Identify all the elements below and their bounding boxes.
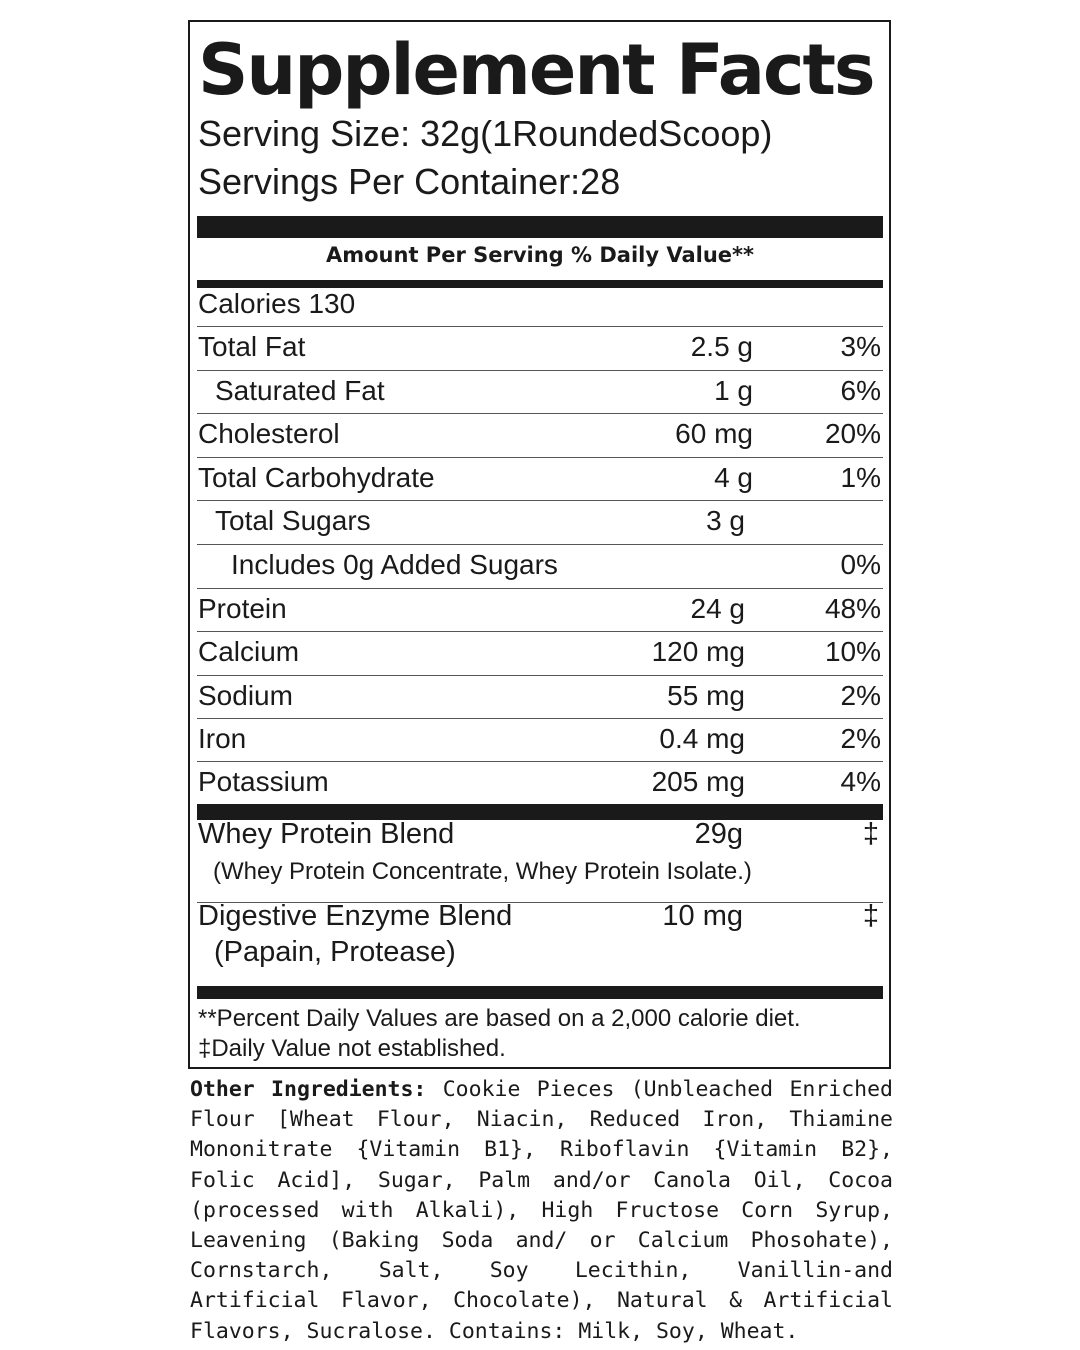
blend-name: Digestive Enzyme Blend [198,900,513,932]
thick-divider [197,986,883,999]
other-ingredients-label: Other Ingredients: [190,1077,427,1102]
nutrient-name: Total Carbohydrate [198,462,435,493]
blend-amount: 10 mg [662,900,743,932]
nutrient-row [197,458,883,501]
daily-value-footnote: **Percent Daily Values are based on a 2,000 calorie diet. [198,1005,801,1032]
blend-name: Whey Protein Blend [198,818,455,850]
nutrient-row [197,589,883,632]
other-ingredients-text: Cookie Pieces (Unbleached Enriched Flour [Wheat Flour, Niacin, Reduced Iron, Thiamine Mononitrate {Vitamin B1}, Riboflavin {Vitamin B2}, Folic Acid], Sugar, Palm and/or Canola Oil, Cocoa (processed with Alkali), High Fructose Corn Syrup, Leavening (Baking Soda and/ or Calcium Phosohate), Cornstarch, Salt, Soy Lecithin, Vanillin-and Artificial Flavor, Chocolate), Natural & Artificial Flavors, Sucralose. Contains: Milk, Soy, Wheat. [190,1077,893,1344]
nutrient-row [197,719,883,762]
nutrient-name: Sodium [198,680,293,711]
daily-value-dagger: ‡ [862,900,879,932]
nutrient-name: Saturated Fat [215,375,385,406]
nutrient-amount: 120 mg [651,636,745,667]
nutrient-amount: 205 mg [651,766,745,797]
serving-size: Serving Size: 32g(1RoundedScoop) [198,113,773,154]
panel-title: Supplement Facts [198,29,874,111]
nutrient-row [197,632,883,675]
calories-row [197,284,883,327]
nutrient-amount: 0.4 mg [659,723,745,754]
thick-divider [197,216,883,238]
nutrient-row [197,676,883,719]
blend-detail: (Whey Protein Concentrate, Whey Protein Isolate.) [213,858,752,885]
nutrient-daily-value: 3% [840,331,881,362]
nutrient-amount: 24 g [690,593,745,624]
nutrient-amount: 60 mg [675,418,753,449]
blend-amount: 29g [694,818,743,850]
nutrient-daily-value: 20% [824,418,881,449]
nutrient-daily-value: 48% [824,593,881,624]
nutrient-row [197,501,883,544]
nutrient-name: Total Fat [198,331,306,362]
nutrient-daily-value: 0% [840,549,881,580]
nutrient-name: Potassium [198,766,329,797]
nutrient-daily-value: 2% [840,723,881,754]
nutrient-name: Total Sugars [215,505,371,536]
amount-per-serving-header: Amount Per Serving % Daily Value** [326,243,754,267]
nutrient-row [197,414,883,457]
blend-detail: (Papain, Protease) [214,936,456,968]
daily-value-dagger: ‡ [862,818,879,850]
not-established-footnote: ‡Daily Value not established. [198,1035,506,1062]
nutrient-row [197,762,883,805]
nutrient-amount: 55 mg [667,680,745,711]
nutrient-amount: 3 g [706,505,745,536]
nutrient-row [197,327,883,370]
nutrient-row [197,545,883,588]
nutrient-amount: 4 g [714,462,753,493]
nutrient-name: Calcium [198,636,300,667]
calories-label: Calories 130 [198,288,356,319]
other-ingredients [190,1075,893,1347]
nutrient-amount: 2.5 g [690,331,753,362]
nutrient-name: Cholesterol [198,418,340,449]
nutrient-daily-value: 1% [840,462,881,493]
nutrient-row [197,371,883,414]
nutrient-daily-value: 2% [840,680,881,711]
nutrient-daily-value: 10% [824,636,881,667]
servings-per-container: Servings Per Container:28 [198,161,621,202]
nutrient-name: Iron [198,723,247,754]
nutrient-name: Includes 0g Added Sugars [231,549,558,580]
nutrient-daily-value: 6% [840,375,881,406]
nutrient-amount: 1 g [714,375,753,406]
nutrient-daily-value: 4% [840,766,881,797]
nutrient-name: Protein [198,593,287,624]
